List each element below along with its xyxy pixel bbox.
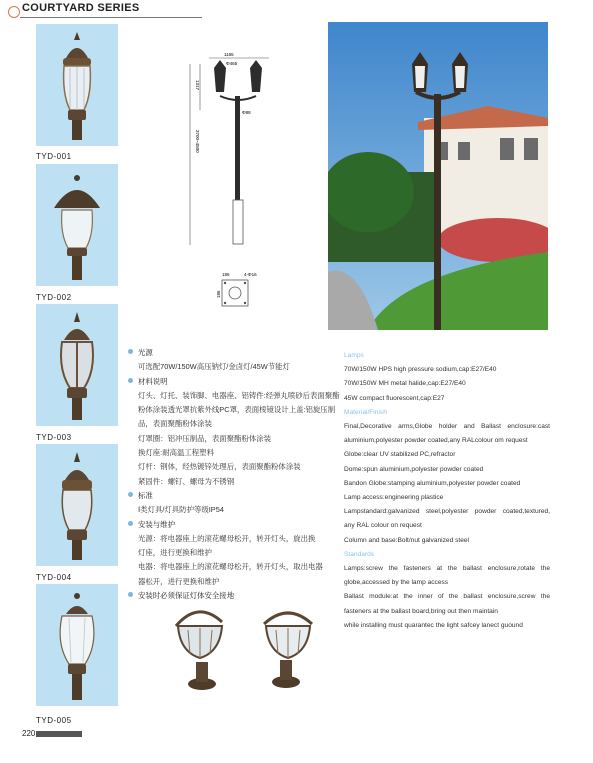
dim-head: 1317 bbox=[195, 80, 200, 91]
header-circle-icon bbox=[8, 6, 20, 18]
cn-install-line: 光源：将电器座上的滚花螺母松开，转开灯头，旋出换 bbox=[138, 533, 316, 543]
header-rule bbox=[20, 17, 202, 18]
installation-photo bbox=[328, 22, 548, 330]
product-code: TYD-004 bbox=[36, 573, 72, 582]
cn-light-text: 可选配70W/150W高压钠灯/金卤灯/45W节能灯 bbox=[138, 362, 290, 372]
bullet-icon bbox=[128, 521, 133, 526]
cn-install-line: 电器：将电器座上的滚花螺母松开，转开灯头，取出电器 bbox=[138, 562, 323, 572]
lamp-parts-image bbox=[168, 596, 338, 696]
en-standards-line: Ballast module:at the inner of the ballast enclosure,screw the bbox=[344, 593, 550, 601]
plan-height: 186 bbox=[216, 290, 221, 298]
cn-material-line: 品，表面聚酯粉体涂装 bbox=[138, 419, 212, 429]
cn-material-title: 材料说明 bbox=[138, 376, 168, 386]
cn-material-line: 灯头、灯托、装饰脚、电器座、铝铸件:经弹丸喷砂后表面聚酯 bbox=[138, 390, 340, 400]
bullet-icon bbox=[128, 349, 133, 354]
product-image-tyd-001 bbox=[36, 24, 118, 146]
en-standards-line: Lamps:screw the fasteners at the ballast enclosure,rotate the bbox=[344, 565, 550, 573]
cn-material-line: 灯杆：钢体，经热镀锌处理后，表面聚酯粉体涂装 bbox=[138, 462, 301, 472]
dim-diameter: Φ465 bbox=[226, 61, 238, 66]
product-code: TYD-005 bbox=[36, 716, 72, 725]
product-image-tyd-004 bbox=[36, 444, 118, 566]
product-image-tyd-002 bbox=[36, 164, 118, 286]
product-code: TYD-001 bbox=[36, 152, 72, 161]
product-code: TYD-002 bbox=[36, 293, 72, 302]
en-lamps-line: 70W/150W HPS high pressure sodium,cap:E27/E40 bbox=[344, 366, 497, 374]
cn-safety-title: 安装时必须保证灯体安全接地 bbox=[138, 591, 235, 601]
en-standards-title: Standards bbox=[344, 550, 375, 558]
product-image-tyd-005 bbox=[36, 584, 118, 706]
page-number: 220 bbox=[22, 729, 36, 738]
en-lamps-line: 45W compact fluorescent,cap:E27 bbox=[344, 394, 445, 402]
cn-light-title: 光源 bbox=[138, 348, 153, 357]
en-material-title: Material/Finish bbox=[344, 408, 387, 416]
en-material-line: aluminium,polyester powder coated,any RALcolour om request bbox=[344, 437, 528, 445]
cn-material-line: 换灯座:耐高温工程塑料 bbox=[138, 448, 214, 458]
en-material-line: Bandon Globe:stamping aluminium,polyester powder coated bbox=[344, 479, 521, 487]
bullet-icon bbox=[128, 378, 133, 383]
cn-install-line: 器松开，进行更换和维护 bbox=[138, 576, 220, 586]
en-material-line: Lamp access:engineering plastice bbox=[344, 494, 444, 502]
dim-height: 3700~4500 bbox=[195, 130, 200, 153]
plan-width: 186 bbox=[222, 272, 230, 277]
product-image-tyd-003 bbox=[36, 304, 118, 426]
en-lamps-title: Lamps bbox=[344, 352, 364, 359]
cn-material-line: 粉体涂装透光罩抗紫外线PC罩，表面棱镜设计上盖:铝旋压制 bbox=[138, 405, 336, 415]
page-title: COURTYARD SERIES bbox=[22, 2, 140, 14]
en-material-line: Lampstandard:galvanized steel,polyester powder coated,textured, bbox=[344, 508, 550, 516]
en-material-line: Globe:clear UV stabilized PC,refractor bbox=[344, 451, 456, 459]
en-lamps-line: 70W/150W MH metal halide,cap:E27/E40 bbox=[344, 380, 466, 388]
en-standards-line: globe,accessed by the lamp access bbox=[344, 579, 449, 587]
plan-holes: 4-Φ16 bbox=[244, 272, 257, 277]
cn-material-line: 紧固件：螺钉、螺母为不锈钢 bbox=[138, 476, 235, 486]
dim-top: 1165 bbox=[224, 52, 234, 57]
cn-material-line: 灯罩圈：铝冲压制品，表面聚酯粉体涂装 bbox=[138, 433, 272, 443]
cn-install-title: 安装与维护 bbox=[138, 519, 175, 529]
en-material-line: Column and base:Bolt/nut galvanized steel bbox=[344, 536, 469, 544]
cn-install-line: 灯座，进行更换和维护 bbox=[138, 548, 212, 558]
cn-spec-block bbox=[128, 346, 338, 603]
product-code: TYD-003 bbox=[36, 433, 72, 442]
cn-standard-text: Ⅰ类灯具/灯具防护等级IP54 bbox=[138, 505, 224, 515]
dim-pole: Φ88 bbox=[242, 110, 251, 115]
en-spec-block bbox=[344, 349, 550, 633]
en-material-line: Dome:spun aluminium,polyester powder coated bbox=[344, 465, 484, 473]
elevation-drawing bbox=[176, 50, 276, 250]
bullet-icon bbox=[128, 492, 133, 497]
en-material-line: Final,Decorative arms,Globe holder and Ballast enclosure:cast bbox=[344, 423, 550, 431]
page-number-bar bbox=[36, 731, 82, 737]
en-standards-line: while installing must quarantec the light safcey lanect guound bbox=[344, 621, 523, 629]
cn-standard-title: 标准 bbox=[138, 490, 153, 500]
bullet-icon bbox=[128, 592, 133, 597]
en-standards-line: fasteners at the ballast board,bring out then maintain bbox=[344, 607, 498, 615]
base-plan-drawing bbox=[210, 268, 270, 308]
en-material-line: any RAL colour on request bbox=[344, 522, 422, 530]
